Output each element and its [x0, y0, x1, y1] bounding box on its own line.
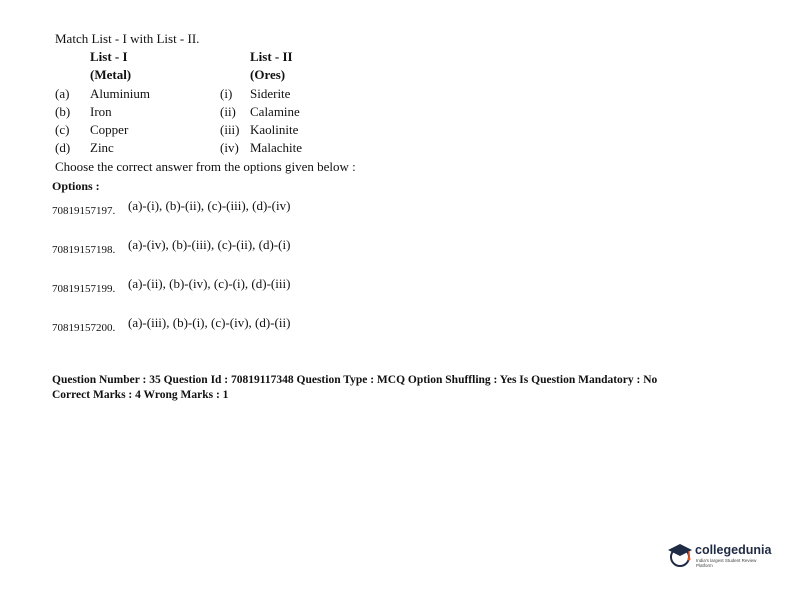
option-text[interactable]: (a)-(i), (b)-(ii), (c)-(iii), (d)-(iv) — [128, 198, 291, 213]
list1-value: Aluminium — [90, 86, 150, 101]
list2-key: (ii) — [220, 104, 236, 119]
list1-key: (c) — [55, 122, 70, 137]
option-id: 70819157198. — [52, 244, 116, 256]
collegedunia-logo — [666, 541, 772, 571]
question-prompt: Match List - I with List - II. — [55, 31, 200, 46]
question-meta-line2: Correct Marks : 4 Wrong Marks : 1 — [52, 389, 229, 401]
list2-subheader: (Ores) — [250, 67, 286, 82]
list1-key: (d) — [55, 140, 71, 155]
logo-tagline: India's largest Student Review Platform — [696, 558, 757, 568]
list2-key: (i) — [220, 86, 233, 101]
option-id: 70819157199. — [52, 283, 116, 295]
instruction-text: Choose the correct answer from the options given below : — [55, 159, 356, 174]
list1-key: (a) — [55, 86, 70, 101]
list2-header: List - II — [250, 49, 293, 64]
list2-key: (iii) — [220, 122, 240, 137]
option-text[interactable]: (a)-(iii), (b)-(i), (c)-(iv), (d)-(ii) — [128, 315, 291, 330]
list2-value: Malachite — [250, 140, 302, 155]
list1-key: (b) — [55, 104, 71, 119]
list1-value: Zinc — [90, 140, 114, 155]
option-text[interactable]: (a)-(ii), (b)-(iv), (c)-(i), (d)-(iii) — [128, 276, 291, 291]
list2-value: Calamine — [250, 104, 300, 119]
list1-value: Iron — [90, 104, 112, 119]
list2-value: Siderite — [250, 86, 291, 101]
list1-subheader: (Metal) — [90, 67, 132, 82]
options-label: Options : — [52, 179, 100, 193]
option-id: 70819157197. — [52, 205, 116, 217]
list2-key: (iv) — [220, 140, 239, 155]
option-text[interactable]: (a)-(iv), (b)-(iii), (c)-(ii), (d)-(i) — [128, 237, 291, 252]
option-id: 70819157200. — [52, 322, 116, 334]
graduate-cap-icon — [666, 541, 694, 574]
list2-value: Kaolinite — [250, 122, 299, 137]
list1-header: List - I — [90, 49, 128, 64]
logo-wordmark: collegedunia — [695, 543, 772, 557]
question-meta-line1: Question Number : 35 Question Id : 70819117348 Question Type : MCQ Option Shuffling : Yes Is Question Mandatory : No — [52, 374, 658, 386]
list1-value: Copper — [90, 122, 129, 137]
